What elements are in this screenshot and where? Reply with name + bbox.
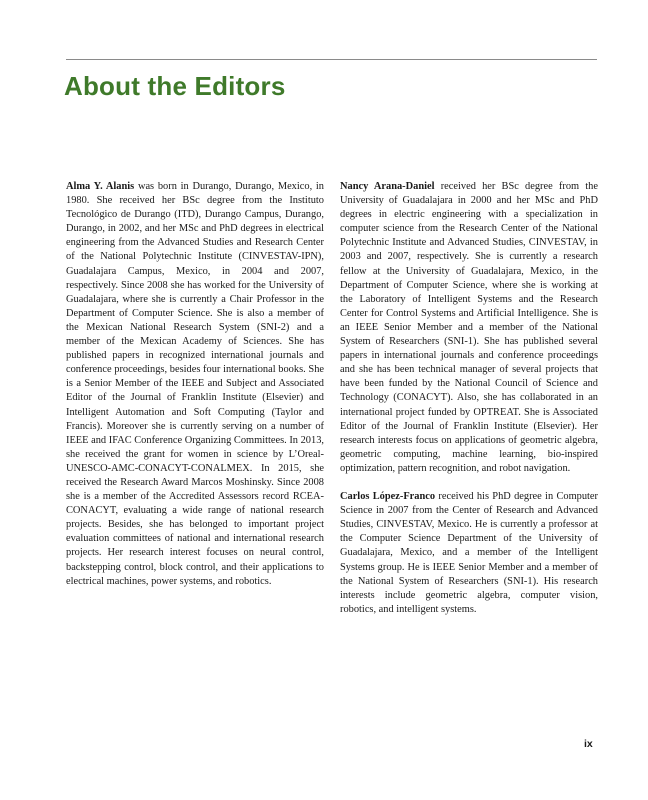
bio-name: Carlos López-Franco (340, 491, 436, 503)
right-column (340, 180, 598, 617)
bio-arana-daniel (340, 180, 598, 476)
bio-text: was born in Durango, Durango, Mexico, in 1980. She received her BSc degree from the Instituto Tecnológico de Durango (ITD), Durango Campus, Durango, Durango, in 2002, and her MSc and PhD degrees in electrical engineering from the Advanced Studies and Research Center of the National Polytechnic Institute (CINVESTAV-IPN), Guadalajara Campus, Mexico, in 2004 and 2007, respectively. Since 2008 she has worked for the University of Guadalajara, where she is currently a Chair Professor in the Department of Computer Science. She is also a member of the Mexican National Research System (SNI-2) and a member of the Mexican Academy of Sciences. She has published papers in recognized international journals and conference proceedings, besides four international books. She is a Senior Member of the IEEE and Subject and Associated Editor of the Journal of Franklin Institute (Elsevier) and Intelligent Automation and Soft Computing (Taylor and Francis). Moreover she is currently serving on a number of IEEE and IFAC Conference Organizing Committees. In 2013, she received the grant for women in science by L’Oreal-UNESCO-AMC-CONACYT-CONALMEX. In 2015, she received the Research Award Marcos Moshinsky. Since 2008 she is a member of the Accredited Assessors record RCEA-CONACYT, evaluating a wide range of national research projects. Besides, she has belonged to important project evaluation committees of national and international research projects. Her research interest focuses on neural control, backstepping control, block control, and their applications to electrical machines, power systems, and robotics. (66, 181, 324, 587)
left-column (66, 180, 324, 589)
page-number: ix (584, 738, 593, 750)
header-rule (66, 59, 597, 60)
bio-text: received her BSc degree from the University of Guadalajara in 2000 and her MSc and PhD degrees in electric engineering with a specialization in computer science from the Research Center of the National Polytechnic Institute and Advanced Studies, CINVESTAV, in 2003 and 2007, respectively. She is currently a research fellow at the University of Guadalajara, Mexico, in the Department of Computer Science, where she is working at the Laboratory of Intelligent Systems and the Research Center for Control Systems and Artificial Intelligence. She is an IEEE Senior Member and a member of the National System of Researchers (SNI-1). She has published several papers in international journals and conference proceedings and she has been technical manager of several projects that have been funded by the National Council of Science and Technology (CONACYT). Also, she has collaborated in an international project funded by OPTREAT. She is Associated Editor of the Journal of Franklin Institute (Elsevier). Her research interests focus on applications of geometric algebra, geometric computing, machine learning, bio-inspired optimization, pattern recognition, and robot navigation. (340, 181, 598, 474)
bio-text: received his PhD degree in Computer Science in 2007 from the Center of Research and Advanced Studies, CINVESTAV, Mexico. He is currently a professor at the Computer Science Department of the University of Guadalajara, Mexico, and a member of the Intelligent Systems group. He is IEEE Senior Member and a member of the National System of Researchers (SNI-1). His research interests include geometric algebra, computer vision, robotics, and intelligent systems. (340, 491, 598, 615)
bio-name: Nancy Arana-Daniel (340, 181, 435, 192)
bio-lopez-franco (340, 490, 598, 617)
page-title: About the Editors (64, 71, 286, 101)
bio-alanis (66, 180, 324, 589)
bio-name: Alma Y. Alanis (66, 181, 135, 192)
